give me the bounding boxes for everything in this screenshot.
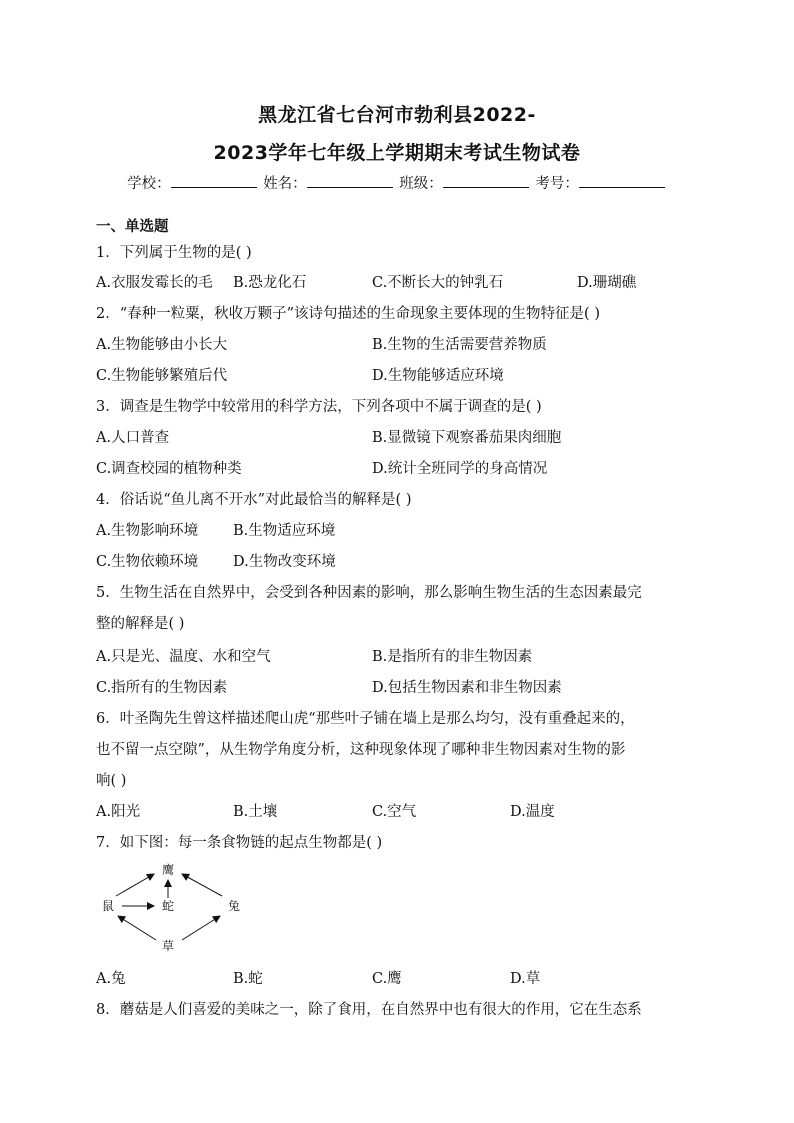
food-web-diagram	[96, 858, 256, 956]
question-6-option-a: A.阳光	[96, 804, 141, 820]
node-eagle: 鹰	[162, 863, 175, 877]
question-8-stem: 8．蘑菇是人们喜爱的美味之一，除了食用，在自然界中也有很大的作用，它在生态系	[96, 1002, 642, 1018]
question-7-option-a: A.兔	[96, 971, 126, 987]
exam-title-line1: 黑龙江省七台河市勃利县2022-	[258, 104, 536, 126]
question-1-option-a: A.衣服发霉长的毛	[96, 275, 213, 291]
exam-title-line2: 2023学年七年级上学期期末考试生物试卷	[213, 142, 581, 164]
question-6-option-d: D.温度	[510, 804, 555, 820]
question-6-stem-line2: 也不留一点空隙”，从生物学角度分析，这种现象体现了哪种非生物因素对生物的影	[96, 742, 626, 758]
name-label: 姓名：	[263, 176, 307, 192]
question-5-option-c: C.指所有的生物因素	[96, 680, 228, 696]
question-3-option-a: A.人口普查	[96, 430, 170, 446]
question-4-option-d: D.生物改变环境	[233, 554, 336, 570]
question-5-stem-line2: 整的解释是( )	[96, 616, 185, 632]
question-2-option-c: C.生物能够繁殖后代	[96, 368, 228, 384]
question-3-option-b: B.显微镜下观察番茄果肉细胞	[372, 430, 562, 446]
student-info-row	[0, 172, 794, 193]
question-4-option-c: C.生物依赖环境	[96, 554, 199, 570]
name-blank	[307, 174, 393, 188]
question-7-stem: 7．如下图：每一条食物链的起点生物都是( )	[96, 835, 383, 851]
question-6-stem-line1: 6．叶圣陶先生曾这样描述爬山虎“那些叶子铺在墙上是那么均匀，没有重叠起来的，	[96, 711, 635, 727]
node-rabbit: 兔	[228, 899, 241, 913]
question-5-option-d: D.包括生物因素和非生物因素	[372, 680, 562, 696]
question-3-option-d: D.统计全班同学的身高情况	[372, 461, 548, 477]
question-5-option-a: A.只是光、温度、水和空气	[96, 649, 271, 665]
section-title: 一、单选题	[96, 219, 169, 235]
number-blank	[579, 174, 665, 188]
question-4-stem: 4．俗话说“鱼儿离不开水”对此最恰当的解释是( )	[96, 492, 412, 508]
class-label: 班级：	[399, 176, 443, 192]
number-label: 考号：	[535, 176, 579, 192]
question-3-stem: 3．调查是生物学中较常用的科学方法，下列各项中不属于调查的是( )	[96, 399, 542, 415]
school-blank	[171, 174, 257, 188]
question-2-option-d: D.生物能够适应环境	[372, 368, 504, 384]
question-7-option-b: B.蛇	[233, 971, 263, 987]
question-3-option-c: C.调查校园的植物种类	[96, 461, 242, 477]
question-4-option-a: A.生物影响环境	[96, 523, 199, 539]
question-5-option-b: B.是指所有的非生物因素	[372, 649, 533, 665]
question-6-option-c: C.空气	[372, 804, 417, 820]
question-2-option-b: B.生物的生活需要营养物质	[372, 337, 547, 353]
question-1-option-d: D.珊瑚礁	[577, 275, 637, 291]
question-2-option-a: A.生物能够由小长大	[96, 337, 228, 353]
question-7-option-d: D.草	[510, 971, 541, 987]
question-5-stem-line1: 5．生物生活在自然界中，会受到各种因素的影响，那么影响生物生活的生态因素最完	[96, 585, 642, 601]
node-snake: 蛇	[162, 899, 175, 913]
node-grass: 草	[162, 939, 175, 953]
arrow-mouse-to-eagle	[116, 874, 154, 896]
question-4-option-b: B.生物适应环境	[233, 523, 336, 539]
question-1-option-b: B.恐龙化石	[233, 275, 307, 291]
arrow-rabbit-to-eagle	[182, 874, 222, 896]
node-mouse: 鼠	[102, 899, 115, 913]
question-2-stem: 2．“春种一粒粟，秋收万颗子”该诗句描述的生命现象主要体现的生物特征是( )	[96, 306, 600, 322]
question-6-stem-line3: 响( )	[96, 773, 127, 789]
class-blank	[443, 174, 529, 188]
school-label: 学校：	[127, 176, 171, 192]
arrow-grass-to-rabbit	[182, 916, 220, 940]
question-1-stem: 1．下列属于生物的是( )	[96, 245, 252, 261]
question-7-option-c: C.鹰	[372, 971, 402, 987]
question-1-option-c: C.不断长大的钟乳石	[372, 275, 504, 291]
question-6-option-b: B.土壤	[233, 804, 278, 820]
arrow-grass-to-mouse	[118, 916, 156, 940]
